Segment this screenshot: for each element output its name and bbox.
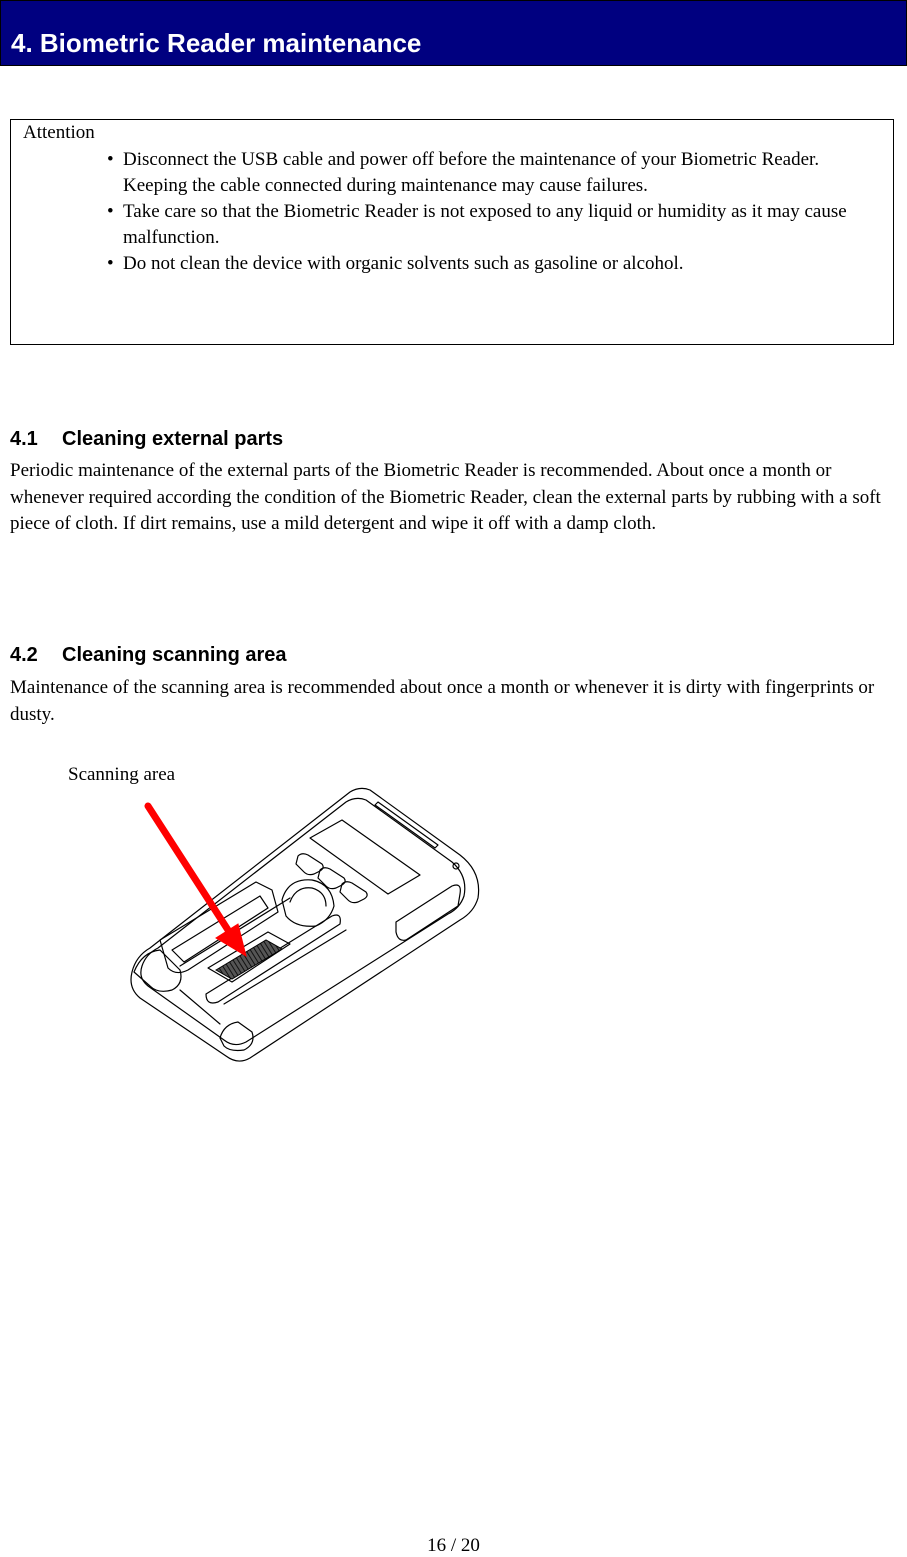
section-number: 4.1	[10, 428, 38, 450]
section-number: 4.2	[10, 644, 38, 666]
section-body-4-1: Periodic maintenance of the external parts of the Biometric Reader is recommended. About once a month or whenever required according the condition of the Biometric Reader, clean the external parts by rubbing with a soft piece of cloth. If dirt remains, use a mild detergent and wipe it off with a damp cloth.	[10, 460, 881, 534]
attention-box	[10, 119, 894, 345]
section-title: Cleaning scanning area	[62, 644, 287, 666]
reader-display	[310, 820, 420, 894]
attention-item: • Do not clean the device with organic solvents such as gasoline or alcohol.	[123, 251, 883, 277]
section-body-4-2: Maintenance of the scanning area is recommended about once a month or whenever it is dirty with fingerprints or dusty.	[10, 677, 875, 725]
page-number: 16 / 20	[427, 1535, 480, 1556]
section-title: Cleaning external parts	[62, 428, 284, 450]
reader-body-outline	[131, 788, 479, 1061]
figure-label: Scanning area	[68, 764, 176, 785]
attention-label: Attention	[23, 122, 95, 143]
reader-body-top-edge	[141, 798, 465, 1044]
biometric-reader-illustration	[120, 780, 500, 1070]
attention-list	[123, 147, 883, 277]
reader-button	[340, 882, 367, 903]
section-heading-4-1	[10, 427, 283, 451]
section-heading-4-2	[10, 643, 287, 667]
chapter-banner	[0, 0, 907, 66]
reader-side-slot	[375, 802, 438, 848]
attention-item: • Take care so that the Biometric Reader is not exposed to any liquid or humidity as it may cause malfunction.	[123, 199, 883, 251]
chapter-title: 4. Biometric Reader maintenance	[11, 28, 422, 58]
attention-item: • Disconnect the USB cable and power off before the maintenance of your Biometric Reader. Keeping the cable connected during maintenance may cause failures.	[123, 147, 883, 199]
scanning-area-arrow	[148, 806, 246, 956]
